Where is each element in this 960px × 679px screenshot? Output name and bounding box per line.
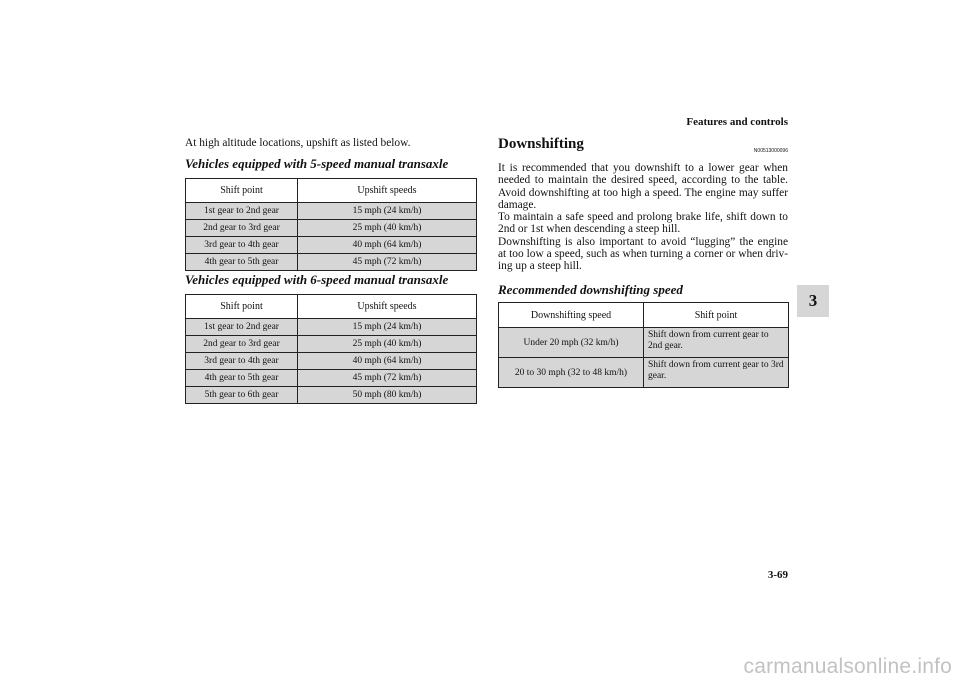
table-row (186, 254, 477, 271)
upshift-speed-cell: 40 mph (64 km/h) (298, 353, 477, 370)
table-row (186, 336, 477, 353)
upshift-speed-cell: 25 mph (40 km/h) (298, 336, 477, 353)
shift-point-cell: 1st gear to 2nd gear (186, 203, 298, 220)
downshift-speed-cell: 20 to 30 mph (32 to 48 km/h) (499, 358, 644, 388)
table-row (186, 237, 477, 254)
upshift-speed-cell: 45 mph (72 km/h) (298, 370, 477, 387)
upshift-speed-cell: 45 mph (72 km/h) (298, 254, 477, 271)
table-heading-6-speed: Vehicles equipped with 6-speed manual transaxle (185, 272, 449, 287)
downshifting-title: Downshifting (498, 136, 584, 152)
table-row (186, 370, 477, 387)
section-title: Features and controls (686, 116, 788, 128)
page-number: 3-69 (767, 569, 788, 581)
paragraph: It is recommended that you downshift to a lower gear when needed to maintain the desired speed, according to the table. Avoid downshifting at too high a speed. The engine may suffer damage. (498, 162, 788, 211)
downshift-speed-cell: Under 20 mph (32 km/h) (499, 328, 644, 358)
shift-point-cell: 2nd gear to 3rd gear (186, 336, 298, 353)
shift-point-cell: Shift down from current gear to 2nd gear. (644, 328, 789, 358)
downshifting-body (498, 162, 788, 273)
table-row (499, 328, 789, 358)
shift-point-cell: 5th gear to 6th gear (186, 387, 298, 404)
table-row (186, 387, 477, 404)
upshift-speed-cell: 40 mph (64 km/h) (298, 237, 477, 254)
column-header: Downshifting speed (499, 303, 644, 328)
upshift-speed-cell: 15 mph (24 km/h) (298, 203, 477, 220)
upshift-table-5-speed (185, 178, 477, 271)
shift-point-cell: 3rd gear to 4th gear (186, 237, 298, 254)
downshift-table (498, 302, 789, 388)
shift-point-cell: 4th gear to 5th gear (186, 370, 298, 387)
paragraph: To maintain a safe speed and prolong brake life, shift down to 2nd or 1st when descending a steep hill. (498, 211, 788, 236)
table-row (186, 220, 477, 237)
intro-text: At high altitude locations, upshift as listed below. (185, 137, 411, 149)
table-row (186, 203, 477, 220)
upshift-table-6-speed (185, 294, 477, 404)
chapter-tab: 3 (797, 285, 829, 317)
column-header: Shift point (186, 295, 298, 319)
column-header: Shift point (186, 179, 298, 203)
table-header-row (186, 179, 477, 203)
table-row (186, 353, 477, 370)
shift-point-cell: 3rd gear to 4th gear (186, 353, 298, 370)
upshift-speed-cell: 50 mph (80 km/h) (298, 387, 477, 404)
column-header: Upshift speeds (298, 179, 477, 203)
upshift-speed-cell: 25 mph (40 km/h) (298, 220, 477, 237)
recommended-downshift-heading: Recommended downshifting speed (498, 282, 683, 297)
shift-point-cell: 4th gear to 5th gear (186, 254, 298, 271)
column-header: Upshift speeds (298, 295, 477, 319)
table-row (499, 358, 789, 388)
document-code: N00513000096 (753, 148, 788, 154)
paragraph: Downshifting is also important to avoid “lugging” the engine at too low a speed, such as when turning a corner or when driv-ing up a steep hill. (498, 235, 788, 273)
table-header-row (186, 295, 477, 319)
watermark: carmanualsonline.info (743, 655, 952, 678)
table-header-row (499, 303, 789, 328)
shift-point-cell: 1st gear to 2nd gear (186, 319, 298, 336)
upshift-speed-cell: 15 mph (24 km/h) (298, 319, 477, 336)
table-row (186, 319, 477, 336)
shift-point-cell: 2nd gear to 3rd gear (186, 220, 298, 237)
column-header: Shift point (644, 303, 789, 328)
shift-point-cell: Shift down from current gear to 3rd gear. (644, 358, 789, 388)
table-heading-5-speed: Vehicles equipped with 5-speed manual transaxle (185, 156, 449, 171)
